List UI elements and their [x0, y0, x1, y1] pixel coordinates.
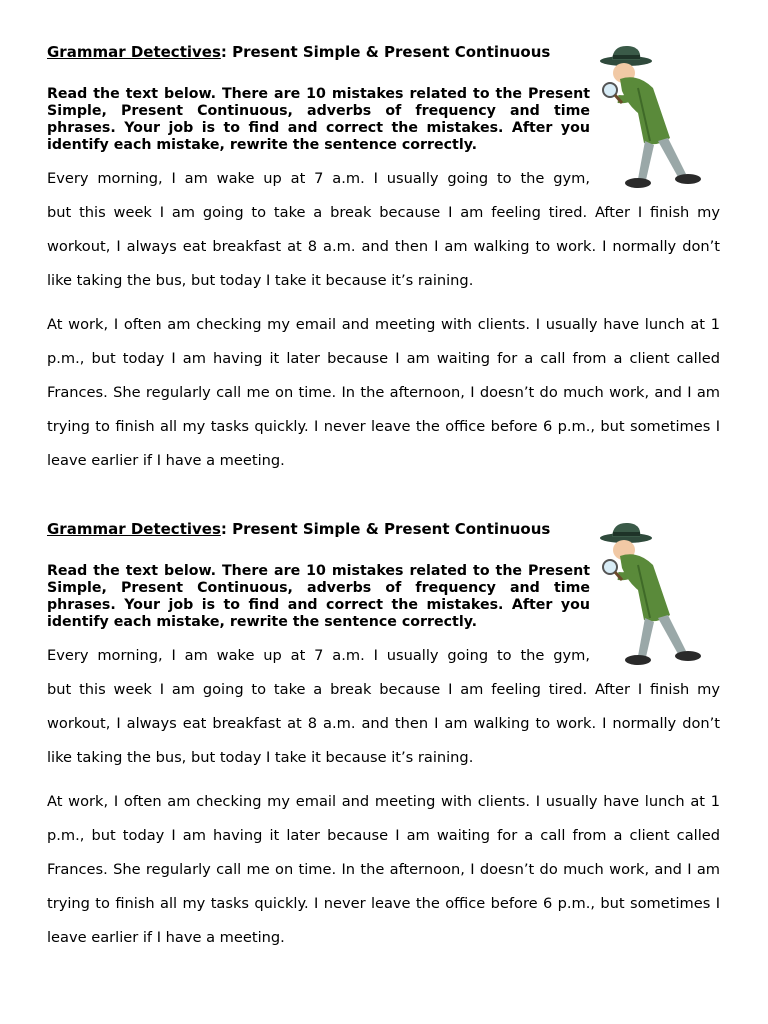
title-rest: : Present Simple & Present Continuous: [220, 43, 551, 61]
paragraph-1-rest: but this week I am going to take a break because I am feeling tired. After I finish my workout, I always eat breakfast at 8 a.m. and then I am walking to work. I normally don’t like taking the bus, but today I take it because it’s raining.: [47, 681, 720, 766]
detective-icon: [598, 43, 714, 199]
paragraph-2: At work, I often am checking my email and meeting with clients. I usually have lunch at 1 p.m., but today I am having it later because I am waiting for a call from a client called Frances. She regularly call me on time. In the afternoon, I doesn’t do much work, and I am trying to finish all my tasks quickly. I never leave the office before 6 p.m., but sometimes I leave earlier if I have a meeting.: [47, 316, 720, 469]
worksheet-1: [47, 43, 720, 478]
paragraph-1-rest: but this week I am going to take a break because I am feeling tired. After I finish my workout, I always eat breakfast at 8 a.m. and then I am walking to work. I normally don’t like taking the bus, but today I take it because it’s raining.: [47, 204, 720, 289]
instructions: Read the text below. There are 10 mistakes related to the Present Simple, Present Continuous, adverbs of frequency and time phrases. Your job is to find and correct the mistakes. After you identify each mistake, rewrite the sentence correctly.: [47, 86, 590, 153]
paragraph-2: At work, I often am checking my email and meeting with clients. I usually have lunch at 1 p.m., but today I am having it later because I am waiting for a call from a client called Frances. She regularly call me on time. In the afternoon, I doesn’t do much work, and I am trying to finish all my tasks quickly. I never leave the office before 6 p.m., but sometimes I leave earlier if I have a meeting.: [47, 793, 720, 946]
paragraph-1-first-line: Every morning, I am wake up at 7 a.m. I usually going to the gym,: [47, 170, 590, 187]
title-underlined: Grammar Detectives: [47, 520, 221, 538]
instructions: Read the text below. There are 10 mistakes related to the Present Simple, Present Continuous, adverbs of frequency and time phrases. Your job is to find and correct the mistakes. After you identify each mistake, rewrite the sentence correctly.: [47, 563, 590, 630]
worksheet-2: [47, 520, 720, 955]
detective-icon: [598, 520, 714, 676]
title-rest: : Present Simple & Present Continuous: [220, 520, 551, 538]
paragraph-1-first-line: Every morning, I am wake up at 7 a.m. I usually going to the gym,: [47, 647, 590, 664]
title-underlined: Grammar Detectives: [47, 43, 221, 61]
